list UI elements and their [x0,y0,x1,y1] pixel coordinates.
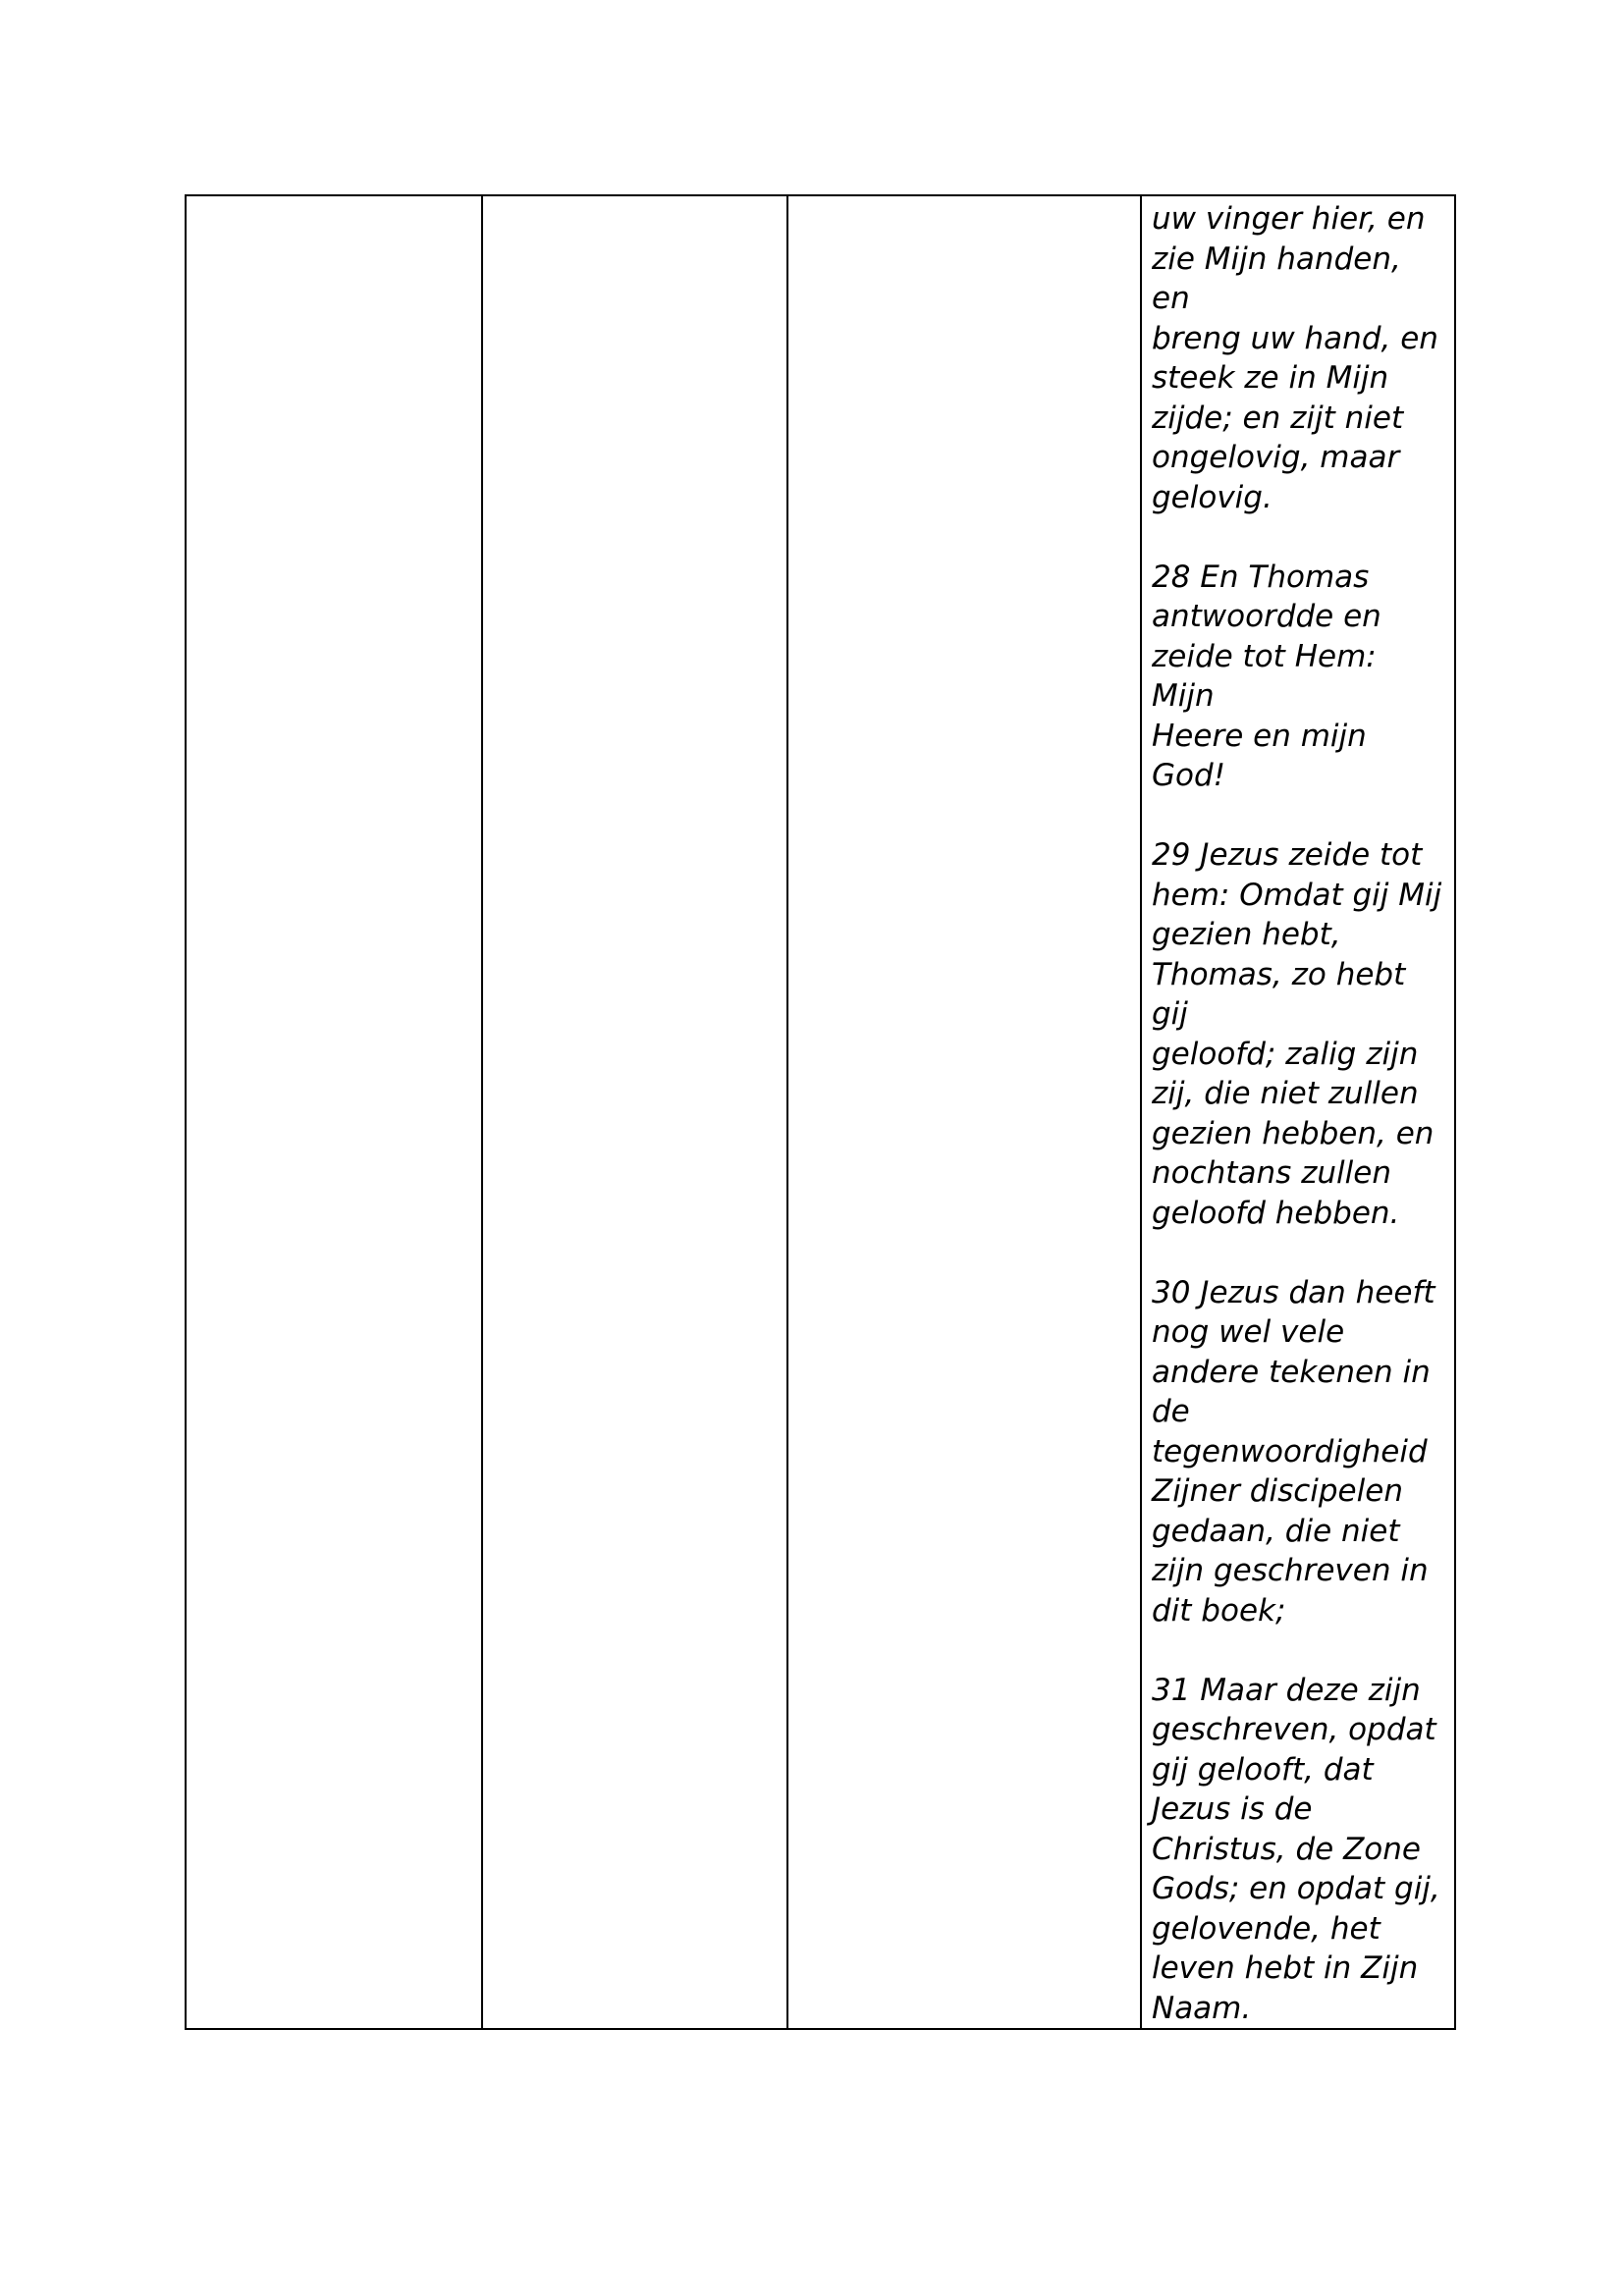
verse-paragraph-29: 29 Jezus zeide tot hem: Omdat gij Mij gezien hebt, Thomas, zo hebt gij geloofd; zalig zijn zij, die niet zullen gezien hebben, en nochtans zullen geloofd hebben. [1152,837,1442,1231]
verse-table [185,194,1456,2030]
verse-paragraph-27-continued: uw vinger hier, en zie Mijn handen, en breng uw hand, en steek ze in Mijn zijde; en zijt niet ongelovig, maar gelovig. [1152,201,1438,515]
table-cell-column-2 [482,195,787,2029]
table-cell-column-1 [186,195,482,2029]
verse-paragraph-30: 30 Jezus dan heeft nog wel vele andere tekenen in de tegenwoordigheid Zijner discipelen gedaan, die niet zijn geschreven in dit boek; [1152,1274,1435,1629]
table-row [186,195,1455,2029]
table-cell-column-3 [787,195,1141,2029]
verse-paragraph-31: 31 Maar deze zijn geschreven, opdat gij gelooft, dat Jezus is de Christus, de Zone Gods; en opdat gij, gelovende, het leven hebt in Zijn Naam. [1152,1672,1440,2026]
table-cell-column-4 [1141,195,1455,2029]
verse-paragraph-28: 28 En Thomas antwoordde en zeide tot Hem: Mijn Heere en mijn God! [1152,559,1381,793]
